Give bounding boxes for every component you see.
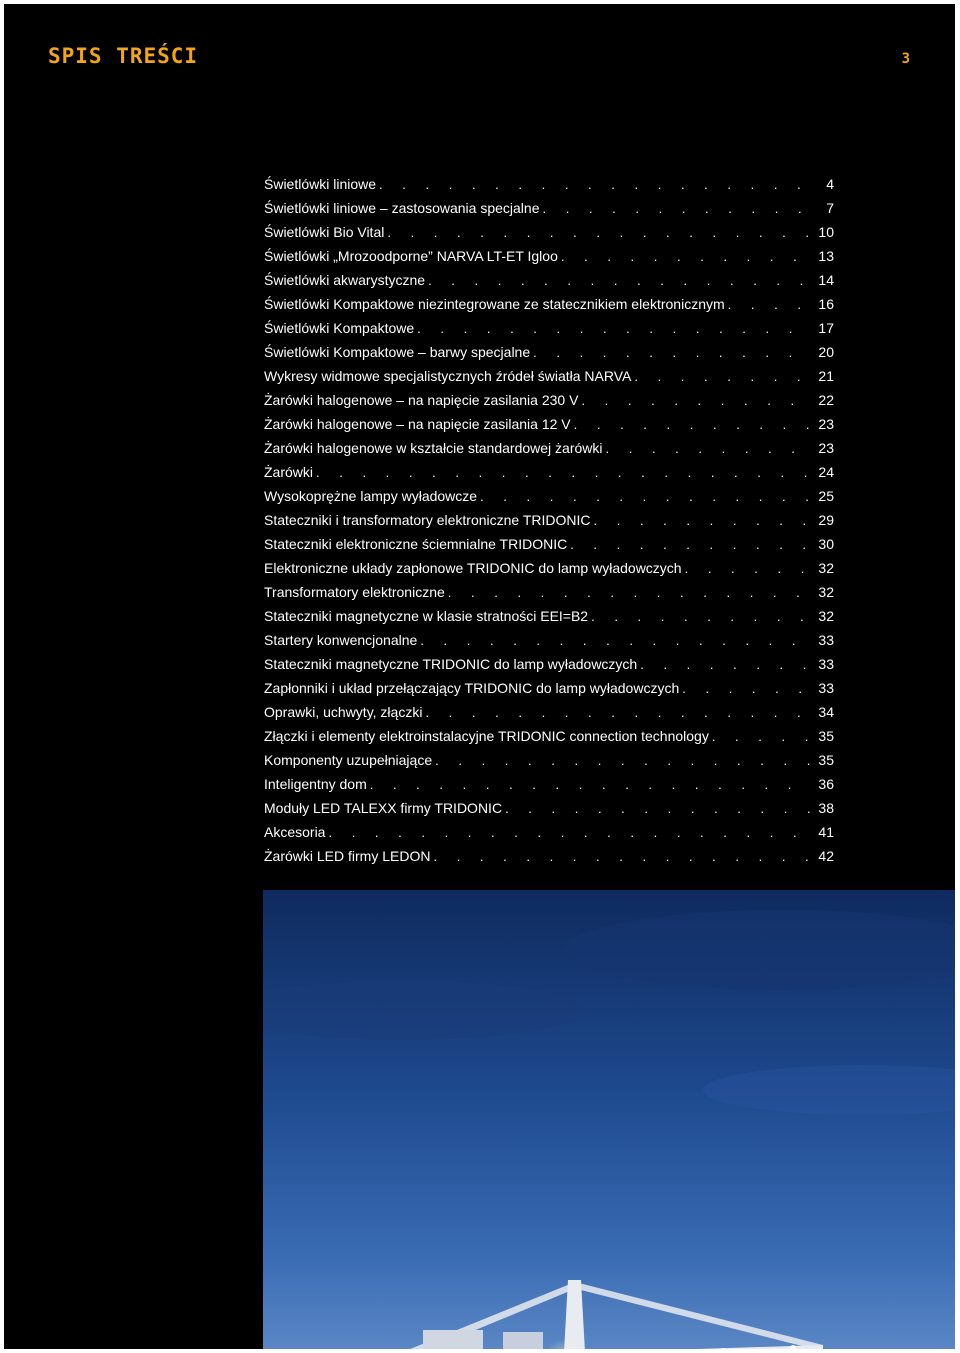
- toc-dot-leader: [728, 293, 812, 317]
- toc-entry-page: 32: [818, 584, 834, 600]
- toc-entry-title: Stateczniki magnetyczne TRIDONIC do lamp wyładowczych: [264, 656, 638, 672]
- toc-entry-title: Żarówki halogenowe – na napięcie zasilania 230 V: [264, 392, 579, 408]
- toc-entry-title: Stateczniki i transformatory elektroniczne TRIDONIC: [264, 512, 591, 528]
- toc-entry-title: Stateczniki elektroniczne ściemnialne TRIDONIC: [264, 536, 568, 552]
- toc-entry-page: 23: [818, 416, 834, 432]
- toc-entry-page: 38: [818, 800, 834, 816]
- toc-dot-leader: [417, 317, 812, 341]
- toc-entry-page: 33: [818, 656, 834, 672]
- toc-dot-leader: [685, 557, 812, 581]
- toc-entry-page: 30: [818, 536, 834, 552]
- toc-row[interactable]: [264, 364, 834, 388]
- toc-entry-page: 20: [818, 344, 834, 360]
- toc-dot-leader: [316, 461, 812, 485]
- toc-entry-page: 22: [818, 392, 834, 408]
- toc-row[interactable]: [264, 196, 834, 220]
- toc-entry-title: Świetlówki Bio Vital: [264, 224, 385, 240]
- toc-entry-title: Elektroniczne układy zapłonowe TRIDONIC do lamp wyładowczych: [264, 560, 682, 576]
- toc-dot-leader: [425, 701, 812, 725]
- toc-row[interactable]: [264, 580, 834, 604]
- toc-entry-page: 17: [818, 320, 834, 336]
- toc-entry-page: 33: [818, 632, 834, 648]
- toc-dot-leader: [435, 749, 812, 773]
- toc-dot-leader: [712, 725, 812, 749]
- toc-entry-page: 41: [818, 824, 834, 840]
- toc-entry-page: 4: [826, 176, 834, 192]
- toc-dot-leader: [387, 221, 812, 245]
- page: [4, 4, 955, 1349]
- toc-entry-page: 21: [818, 368, 834, 384]
- page-title: SPIS TREŚCI: [48, 44, 199, 68]
- toc-row[interactable]: [264, 388, 834, 412]
- toc-row[interactable]: [264, 412, 834, 436]
- toc-dot-leader: [574, 413, 812, 437]
- toc-dot-leader: [682, 677, 812, 701]
- toc-entry-page: 25: [818, 488, 834, 504]
- toc-row[interactable]: [264, 484, 834, 508]
- toc-row[interactable]: [264, 556, 834, 580]
- toc-entry-page: 7: [826, 200, 834, 216]
- toc-entry-title: Inteligentny dom: [264, 776, 367, 792]
- toc-row[interactable]: [264, 820, 834, 844]
- toc-dot-leader: [480, 485, 812, 509]
- toc-entry-page: 35: [818, 752, 834, 768]
- toc-dot-leader: [594, 509, 812, 533]
- toc-entry-title: Świetlówki Kompaktowe: [264, 320, 415, 336]
- toc-entry-title: Stateczniki magnetyczne w klasie stratności EEI=B2: [264, 608, 589, 624]
- harbor-cranes-night-photo-icon: [263, 890, 955, 1349]
- toc-entry-title: Oprawki, uchwyty, złączki: [264, 704, 423, 720]
- toc-entry-title: Świetlówki „Mrozoodporne” NARVA LT-ET Igloo: [264, 248, 558, 264]
- toc-dot-leader: [448, 581, 812, 605]
- toc-entry-page: 16: [818, 296, 834, 312]
- toc-row[interactable]: [264, 772, 834, 796]
- toc-entry-page: 35: [818, 728, 834, 744]
- toc-dot-leader: [640, 653, 812, 677]
- toc-dot-leader: [328, 821, 812, 845]
- toc-entry-page: 36: [818, 776, 834, 792]
- toc-entry-title: Żarówki: [264, 464, 314, 480]
- toc-dot-leader: [606, 437, 813, 461]
- toc-row[interactable]: [264, 508, 834, 532]
- toc-row[interactable]: [264, 652, 834, 676]
- page-number: 3: [901, 51, 910, 67]
- toc-entry-title: Wykresy widmowe specjalistycznych źródeł światła NARVA: [264, 368, 632, 384]
- toc-entry-title: Akcesoria: [264, 824, 326, 840]
- toc-entry-page: 24: [818, 464, 834, 480]
- toc-dot-leader: [591, 605, 812, 629]
- toc-dot-leader: [634, 365, 812, 389]
- toc-row[interactable]: [264, 268, 834, 292]
- toc-entry-title: Moduły LED TALEXX firmy TRIDONIC: [264, 800, 503, 816]
- toc-entry-title: Świetlówki akwarystyczne: [264, 272, 426, 288]
- toc-entry-page: 23: [818, 440, 834, 456]
- toc-entry-title: Żarówki halogenowe – na napięcie zasilania 12 V: [264, 416, 571, 432]
- toc-row[interactable]: [264, 676, 834, 700]
- toc-entry-page: 29: [818, 512, 834, 528]
- toc-row[interactable]: [264, 628, 834, 652]
- toc-row[interactable]: [264, 316, 834, 340]
- toc-row[interactable]: [264, 532, 834, 556]
- toc-row[interactable]: [264, 724, 834, 748]
- toc-entry-title: Świetlówki liniowe: [264, 176, 377, 192]
- toc-dot-leader: [505, 797, 812, 821]
- toc-entry-title: Świetlówki Kompaktowe niezintegrowane ze statecznikiem elektronicznym: [264, 296, 725, 312]
- toc-dot-leader: [570, 533, 812, 557]
- toc-entry-page: 10: [818, 224, 834, 240]
- harbor-cranes-photo: [263, 890, 955, 1349]
- toc-entry-page: 32: [818, 608, 834, 624]
- toc-dot-leader: [370, 773, 812, 797]
- toc-row[interactable]: [264, 340, 834, 364]
- toc-entry-title: Żarówki halogenowe w kształcie standardowej żarówki: [264, 440, 603, 456]
- toc-row[interactable]: [264, 844, 834, 868]
- toc-dot-leader: [420, 629, 812, 653]
- toc-row[interactable]: [264, 748, 834, 772]
- toc-dot-leader: [533, 341, 812, 365]
- toc-entry-page: 13: [818, 248, 834, 264]
- toc-dot-leader: [433, 845, 812, 869]
- toc-row[interactable]: [264, 292, 834, 316]
- toc-dot-leader: [561, 245, 812, 269]
- toc-entry-title: Wysokoprężne lampy wyładowcze: [264, 488, 478, 504]
- toc-row[interactable]: [264, 220, 834, 244]
- toc-row[interactable]: [264, 436, 834, 460]
- toc-row[interactable]: [264, 796, 834, 820]
- toc-entry-title: Świetlówki Kompaktowe – barwy specjalne: [264, 344, 531, 360]
- table-of-contents: [264, 172, 834, 868]
- toc-entry-page: 14: [818, 272, 834, 288]
- toc-entry-page: 32: [818, 560, 834, 576]
- toc-entry-title: Złączki i elementy elektroinstalacyjne TRIDONIC connection technology: [264, 728, 709, 744]
- toc-dot-leader: [379, 173, 812, 197]
- toc-entry-title: Żarówki LED firmy LEDON: [264, 848, 431, 864]
- toc-dot-leader: [581, 389, 812, 413]
- toc-row[interactable]: [264, 700, 834, 724]
- toc-dot-leader: [428, 269, 812, 293]
- toc-entry-title: Zapłonniki i układ przełączający TRIDONIC do lamp wyładowczych: [264, 680, 680, 696]
- toc-row[interactable]: [264, 604, 834, 628]
- toc-row[interactable]: [264, 172, 834, 196]
- toc-entry-title: Komponenty uzupełniające: [264, 752, 433, 768]
- toc-entry-title: Świetlówki liniowe – zastosowania specjalne: [264, 200, 540, 216]
- toc-row[interactable]: [264, 460, 834, 484]
- toc-entry-title: Transformatory elektroniczne: [264, 584, 445, 600]
- toc-row[interactable]: [264, 244, 834, 268]
- toc-entry-title: Startery konwencjonalne: [264, 632, 418, 648]
- toc-entry-page: 34: [818, 704, 834, 720]
- toc-entry-page: 33: [818, 680, 834, 696]
- toc-entry-page: 42: [818, 848, 834, 864]
- toc-dot-leader: [542, 197, 812, 221]
